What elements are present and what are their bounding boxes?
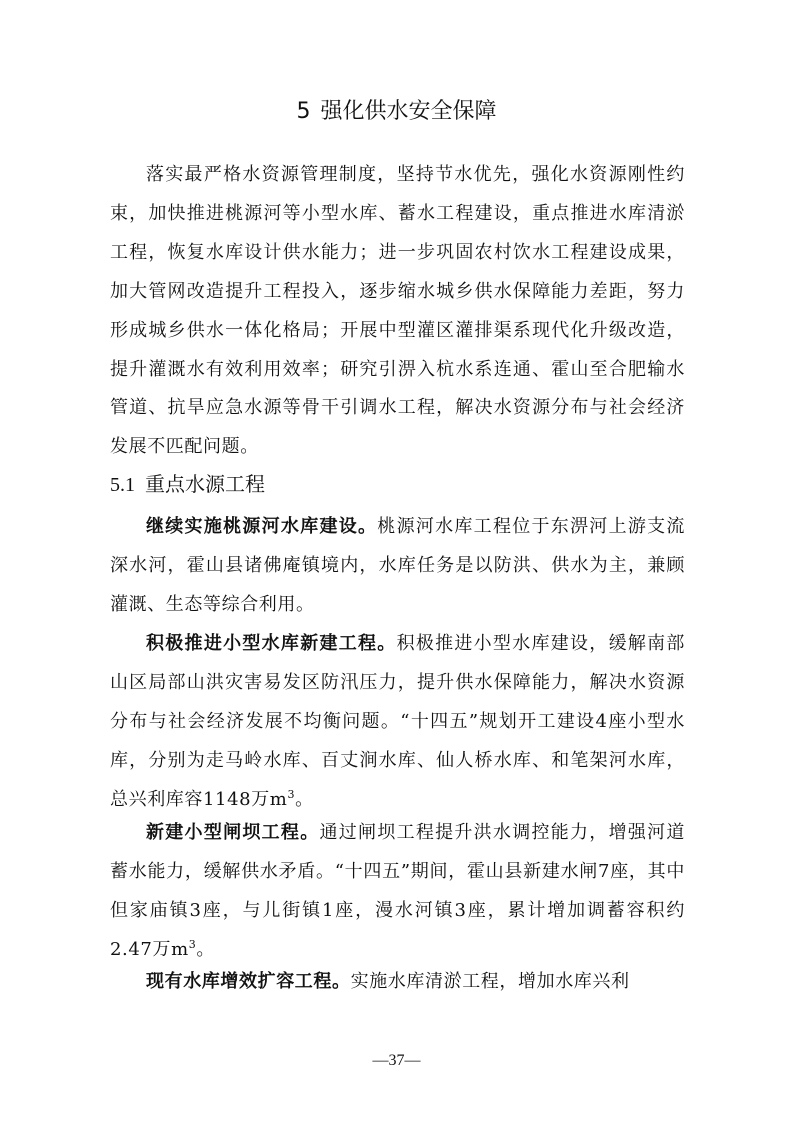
paragraph-text: 桃源河水库工程位于东淠河上游支流深水河，霍山县诸佛庵镇境内，水库任务是以防洪、供水为主，兼顾灌溉、生态等综合利用。 [110,516,685,615]
paragraph-lead: 积极推进小型水库新建工程。 [146,633,397,654]
paragraph-reservoir-expansion [110,963,685,1002]
chapter-title-text: 强化供水安全保障 [320,99,497,124]
paragraph-text: 积极推进小型水库建设，缓解南部山区局部山洪灾害易发区防汛压力，提升供水保障能力，解决水资源分布与社会经济发展不均衡问题。“十四五”规划开工建设4座小型水库，分别为走马岭水库、百丈涧水库、仙人桥水库、和笔架河水库，总兴利库容1148万m [110,633,685,810]
section-title: 重点水源工程 [145,472,265,496]
paragraph-small-reservoirs [110,625,685,820]
chapter-number: 5 [296,99,311,124]
intro-paragraph: 落实最严格水资源管理制度，坚持节水优先，强化水资源刚性约束，加快推进桃源河等小型水库、蓄水工程建设，重点推进水库清淤工程，恢复水库设计供水能力；进一步巩固农村饮水工程建设成果，加大管网改造提升工程投入，逐步缩水城乡供水保障能力差距，努力形成城乡供水一体化格局；开展中型灌区灌排渠系现代化升级改造，提升灌溉水有效利用效率；研究引淠入杭水系连通、霍山至合肥输水管道、抗旱应急水源等骨干引调水工程，解决水资源分布与社会经济发展不匹配问题。 [110,164,685,458]
paragraph-lead: 新建小型闸坝工程。 [146,822,320,843]
chapter-title [0,96,793,128]
paragraph-sluice-dams [110,814,685,970]
paragraph-lead: 继续实施桃源河水库建设。 [146,516,378,537]
superscript: 3 [188,937,197,951]
paragraph-tail: 。 [295,788,314,810]
section-heading [110,468,265,501]
superscript: 3 [287,787,296,801]
paragraph-tail: 。 [196,938,215,960]
paragraph-text: 通过闸坝工程提升洪水调控能力，增强河道蓄水能力，缓解供水矛盾。“十四五”期间，霍山县新建水闸7座，其中但家庙镇3座，与儿街镇1座，漫水河镇3座，累计增加调蓄容积约2.47万m [110,822,685,960]
paragraph-lead: 现有水库增效扩容工程。 [146,971,351,992]
paragraph-text: 实施水库清淤工程，增加水库兴利 [350,971,630,992]
page-number: —37— [372,1052,421,1069]
paragraph-taoyuanhe-reservoir [110,508,685,625]
section-number: 5.1 [110,474,135,496]
